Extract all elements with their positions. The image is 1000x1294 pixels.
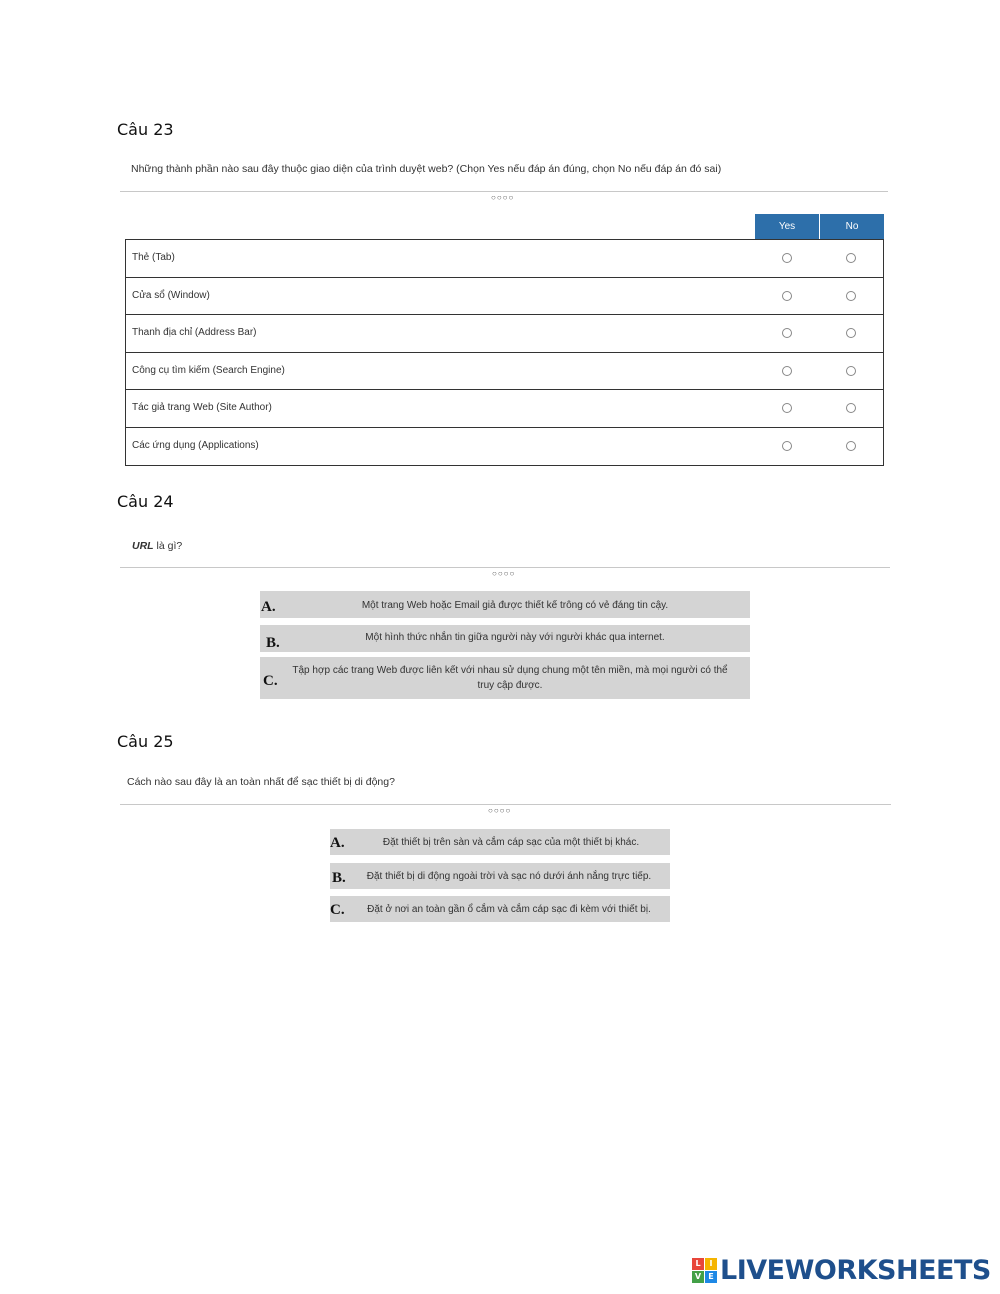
option-a[interactable] bbox=[330, 829, 670, 855]
row-label: Cửa sổ (Window) bbox=[132, 289, 210, 301]
drag-handle-dots[interactable]: ○○○○ bbox=[491, 193, 515, 202]
option-letter: C. bbox=[330, 902, 345, 918]
option-c[interactable] bbox=[330, 896, 670, 922]
divider bbox=[120, 567, 890, 568]
yes-radio[interactable] bbox=[782, 403, 792, 413]
row-label: Thẻ (Tab) bbox=[132, 252, 175, 263]
table-row bbox=[126, 240, 883, 278]
yes-radio[interactable] bbox=[782, 328, 792, 338]
table-row bbox=[126, 315, 883, 353]
logo-letter: V bbox=[692, 1271, 704, 1283]
row-label: Thanh địa chỉ (Address Bar) bbox=[132, 327, 257, 338]
table-row bbox=[126, 278, 883, 316]
yes-radio[interactable] bbox=[782, 366, 792, 376]
drag-handle-dots[interactable]: ○○○○ bbox=[488, 806, 512, 815]
question-24-prompt bbox=[132, 540, 182, 552]
option-text: Tập hợp các trang Web được liên kết với nhau sử dụng chung một tên miền, mà mọi người có thể truy cập được. bbox=[292, 665, 728, 691]
yes-radio[interactable] bbox=[782, 253, 792, 263]
prompt-rest: là gì? bbox=[153, 540, 183, 552]
row-label: Tác giả trang Web (Site Author) bbox=[132, 402, 272, 413]
question-25-title: Câu 25 bbox=[117, 732, 174, 751]
table-row bbox=[126, 428, 883, 466]
option-text: Một hình thức nhắn tin giữa người này với người khác qua internet. bbox=[365, 632, 665, 643]
question-23-title: Câu 23 bbox=[117, 120, 174, 139]
option-text: Đặt thiết bị di động ngoài trời và sạc nó dưới ánh nắng trực tiếp. bbox=[366, 871, 652, 882]
option-c[interactable] bbox=[260, 657, 750, 699]
yes-column-header: Yes bbox=[755, 214, 819, 239]
divider bbox=[120, 191, 888, 192]
table-row bbox=[126, 390, 883, 428]
option-a[interactable] bbox=[260, 591, 750, 618]
row-label: Công cụ tìm kiếm (Search Engine) bbox=[132, 364, 285, 376]
divider bbox=[120, 804, 891, 805]
option-letter: B. bbox=[332, 870, 346, 886]
logo-text: LIVEWORKSHEETS bbox=[720, 1255, 991, 1286]
table-row bbox=[126, 353, 883, 391]
no-radio[interactable] bbox=[846, 328, 856, 338]
logo-letter: I bbox=[705, 1258, 717, 1270]
question-25-prompt: Cách nào sau đây là an toàn nhất để sạc thiết bị di động? bbox=[127, 776, 395, 788]
option-letter: C. bbox=[263, 673, 278, 689]
option-text: Đặt ở nơi an toàn gần ổ cắm và cắm cáp sạc đi kèm với thiết bị. bbox=[367, 904, 651, 915]
no-radio[interactable] bbox=[846, 403, 856, 413]
question-24-title: Câu 24 bbox=[117, 492, 174, 511]
no-radio[interactable] bbox=[846, 441, 856, 451]
logo-letter: E bbox=[705, 1271, 717, 1283]
yes-no-table bbox=[125, 239, 884, 466]
option-letter: B. bbox=[266, 635, 280, 651]
no-radio[interactable] bbox=[846, 253, 856, 263]
logo-letter: L bbox=[692, 1258, 704, 1270]
row-label: Các ứng dụng (Applications) bbox=[132, 439, 259, 451]
option-text: Đặt thiết bị trên sàn và cắm cáp sạc của một thiết bị khác. bbox=[382, 837, 640, 848]
prompt-bold-term: URL bbox=[132, 540, 154, 552]
option-text: Một trang Web hoặc Email giả được thiết kế trông có vẻ đáng tin cậy. bbox=[361, 600, 669, 611]
liveworksheets-logo bbox=[692, 1255, 991, 1286]
no-radio[interactable] bbox=[846, 291, 856, 301]
option-b[interactable] bbox=[260, 625, 750, 652]
option-b[interactable] bbox=[330, 863, 670, 889]
yes-radio[interactable] bbox=[782, 291, 792, 301]
no-column-header: No bbox=[820, 214, 884, 239]
no-radio[interactable] bbox=[846, 366, 856, 376]
option-letter: A. bbox=[330, 835, 345, 851]
question-23-prompt: Những thành phần nào sau đây thuộc giao diện của trình duyệt web? (Chọn Yes nếu đáp án đúng, chọn No nếu đáp án đó sai) bbox=[131, 163, 722, 175]
option-letter: A. bbox=[261, 599, 276, 615]
yes-radio[interactable] bbox=[782, 441, 792, 451]
logo-mark-icon bbox=[692, 1258, 718, 1284]
drag-handle-dots[interactable]: ○○○○ bbox=[492, 569, 516, 578]
